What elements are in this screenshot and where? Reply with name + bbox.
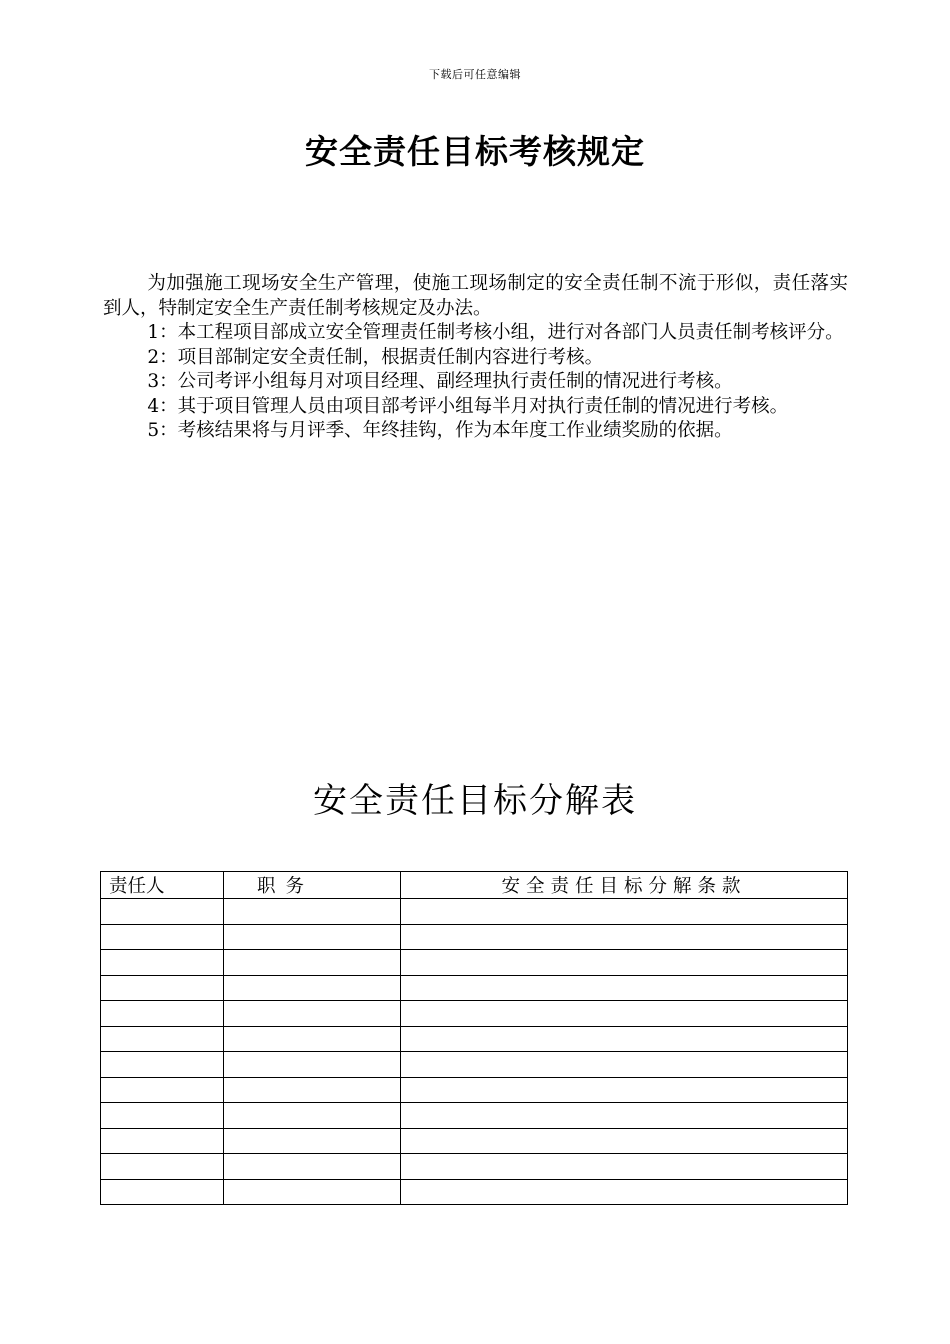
cell-target-terms — [401, 1103, 848, 1129]
regulation-body — [103, 272, 848, 444]
table-row — [101, 1154, 848, 1180]
cell-position — [224, 1128, 401, 1154]
cell-target-terms — [401, 899, 848, 925]
table-row — [101, 975, 848, 1001]
cell-position — [224, 975, 401, 1001]
table-row — [101, 950, 848, 976]
table-row — [101, 1179, 848, 1205]
table-title: 安全责任目标分解表 — [313, 781, 637, 821]
table-header-row — [101, 872, 848, 899]
cell-position — [224, 1077, 401, 1103]
cell-target-terms — [401, 950, 848, 976]
cell-position — [224, 1026, 401, 1052]
cell-position — [224, 1154, 401, 1180]
intro-paragraph: 为加强施工现场安全生产管理，使施工现场制定的安全责任制不流于形似，责任落实到人，特制定安全生产责任制考核规定及办法。 — [103, 273, 848, 319]
table-row — [101, 924, 848, 950]
cell-target-terms — [401, 1128, 848, 1154]
header-target-terms: 安全责任目标分解条款 — [401, 872, 848, 899]
table-row — [101, 1103, 848, 1129]
rule-item-5: 5：考核结果将与月评季、年终挂钩，作为本年度工作业绩奖励的依据。 — [147, 420, 733, 441]
cell-responsible-person — [101, 899, 224, 925]
cell-target-terms — [401, 1052, 848, 1078]
cell-target-terms — [401, 975, 848, 1001]
table-row — [101, 1077, 848, 1103]
cell-responsible-person — [101, 1052, 224, 1078]
table-body — [101, 899, 848, 1205]
cell-position — [224, 924, 401, 950]
rule-item-4: 4：其于项目管理人员由项目部考评小组每半月对执行责任制的情况进行考核。 — [147, 395, 789, 417]
cell-target-terms — [401, 1179, 848, 1205]
rule-item-3: 3：公司考评小组每月对项目经理、副经理执行责任制的情况进行考核。 — [147, 371, 733, 392]
cell-responsible-person — [101, 924, 224, 950]
cell-target-terms — [401, 1154, 848, 1180]
cell-responsible-person — [101, 1077, 224, 1103]
table-row — [101, 1001, 848, 1027]
cell-position — [224, 1052, 401, 1078]
cell-responsible-person — [101, 1128, 224, 1154]
header-note: 下载后可任意编辑 — [429, 68, 521, 81]
cell-responsible-person — [101, 975, 224, 1001]
cell-position — [224, 1001, 401, 1027]
rule-item-1: 1：本工程项目部成立安全管理责任制考核小组，进行对各部门人员责任制考核评分。 — [147, 322, 844, 343]
cell-target-terms — [401, 1077, 848, 1103]
cell-responsible-person — [101, 1103, 224, 1129]
cell-responsible-person — [101, 1001, 224, 1027]
document-title: 安全责任目标考核规定 — [305, 132, 645, 171]
table-row — [101, 1026, 848, 1052]
cell-responsible-person — [101, 1026, 224, 1052]
rule-item-2: 2：项目部制定安全责任制，根据责任制内容进行考核。 — [147, 346, 604, 368]
table-row — [101, 1128, 848, 1154]
cell-responsible-person — [101, 1179, 224, 1205]
table-row — [101, 899, 848, 925]
cell-position — [224, 899, 401, 925]
header-position: 职务 — [224, 872, 401, 899]
responsibility-table — [100, 871, 848, 1205]
cell-responsible-person — [101, 1154, 224, 1180]
cell-responsible-person — [101, 950, 224, 976]
cell-position — [224, 1179, 401, 1205]
cell-target-terms — [401, 1001, 848, 1027]
header-responsible-person: 责任人 — [101, 872, 224, 899]
cell-position — [224, 1103, 401, 1129]
cell-position — [224, 950, 401, 976]
cell-target-terms — [401, 1026, 848, 1052]
cell-target-terms — [401, 924, 848, 950]
table-row — [101, 1052, 848, 1078]
